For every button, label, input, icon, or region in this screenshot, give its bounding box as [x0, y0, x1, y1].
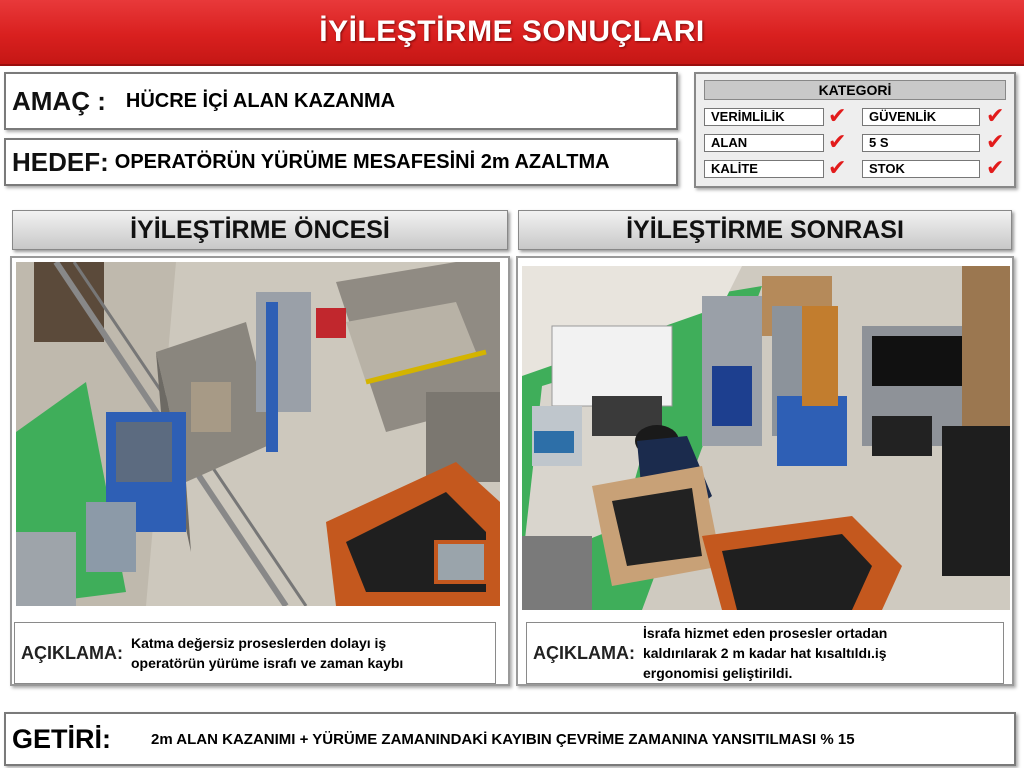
getiri-text: 2m ALAN KAZANIMI + YÜRÜME ZAMANINDAKİ KAYIBIN ÇEVRİME ZAMANINA YANSITILMASI % 15 [151, 730, 855, 748]
amac-label: AMAÇ : [12, 85, 106, 116]
kategori-panel [694, 72, 1016, 188]
check-icon: ✔ [828, 103, 847, 128]
check-icon: ✔ [828, 155, 847, 180]
title-banner [0, 0, 1024, 66]
kategori-title: KATEGORİ [704, 80, 1006, 100]
check-icon: ✔ [986, 155, 1005, 180]
after-heading-text: İYİLEŞTİRME SONRASI [626, 215, 904, 244]
getiri-box [4, 712, 1016, 766]
after-photo [522, 266, 1010, 610]
after-photo-illustration [522, 266, 1010, 610]
after-desc-label: AÇIKLAMA: [533, 642, 635, 663]
page-title: İYİLEŞTİRME SONUÇLARI [319, 15, 705, 48]
check-icon: ✔ [986, 129, 1005, 154]
before-desc-text: Katma değersiz proseslerden dolayı iş operatörün yürüme israfı ve zaman kaybı [130, 635, 404, 671]
kategori-item-verimlilik: VERİMLİLİK [704, 108, 824, 126]
after-desc-text: İsrafa hizmet eden prosesler ortadan kaldırılarak 2 m kadar hat kısaltıldı.iş ergonomisi geliştirildi. [642, 625, 888, 681]
kategori-item-5s: 5 S [862, 134, 980, 152]
kategori-item-stok: STOK [862, 160, 980, 178]
hedef-label: HEDEF: [12, 146, 109, 177]
before-heading [12, 210, 508, 250]
amac-box [4, 72, 678, 130]
before-description [14, 622, 496, 684]
before-desc-label: AÇIKLAMA: [21, 642, 123, 663]
hedef-box [4, 138, 678, 186]
kategori-item-kalite: KALİTE [704, 160, 824, 178]
hedef-text: OPERATÖRÜN YÜRÜME MESAFESİNİ 2m AZALTMA [114, 150, 610, 173]
before-heading-text: İYİLEŞTİRME ÖNCESİ [130, 215, 390, 244]
amac-text: HÜCRE İÇİ ALAN KAZANMA [125, 89, 396, 112]
before-photo-illustration [16, 262, 500, 606]
kategori-item-guvenlik: GÜVENLİK [862, 108, 980, 126]
getiri-label: GETİRİ: [12, 723, 111, 754]
check-icon: ✔ [828, 129, 847, 154]
check-icon: ✔ [986, 103, 1005, 128]
kategori-item-alan: ALAN [704, 134, 824, 152]
before-photo [16, 262, 500, 606]
after-description [526, 622, 1004, 684]
after-heading [518, 210, 1012, 250]
